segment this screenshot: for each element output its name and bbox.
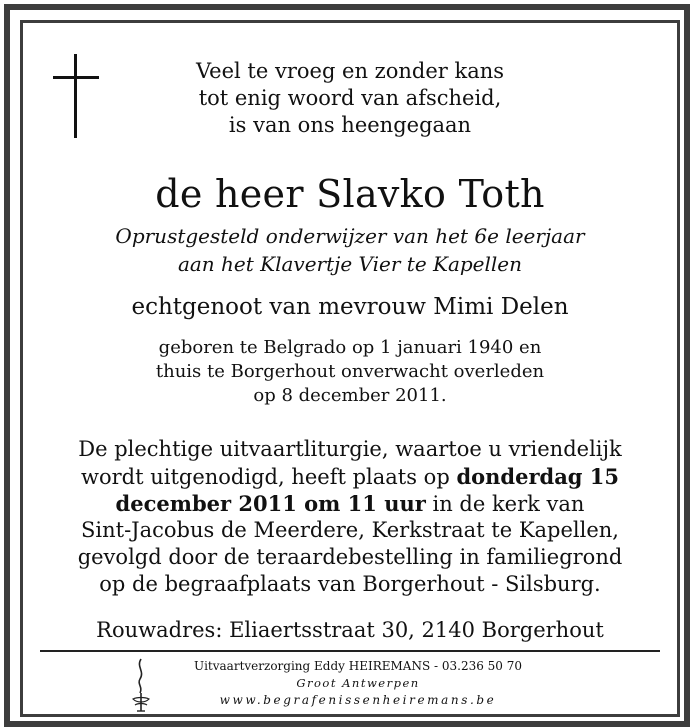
role-line-1: Oprustgesteld onderwijzer van het 6e leerjaar — [115, 224, 585, 248]
dates-line-3: op 8 december 2011. — [253, 385, 447, 406]
service-line-4: Sint-Jacobus de Meerdere, Kerkstraat te Kapellen, — [81, 518, 619, 542]
service-date-bold-2: december 2011 om 11 uur — [115, 491, 426, 516]
service-line-5: gevolgd door de teraardebestelling in familiegrond — [77, 545, 623, 569]
service-line-2-text: wordt uitgenodigd, heeft plaats op — [80, 465, 457, 489]
service-line-3 — [23, 490, 677, 518]
intro-line-1: Veel te vroeg en zonder kans — [195, 59, 505, 83]
service-date-bold-1: donderdag 15 — [456, 464, 620, 489]
undertaker-footer — [23, 655, 677, 713]
notice-outer-frame — [4, 4, 690, 727]
service-line-2 — [23, 463, 677, 491]
intro-line-2: tot enig woord van afscheid, — [198, 86, 502, 110]
spouse-line: echtgenoot van mevrouw Mimi Delen — [131, 294, 569, 320]
role-line-2: aan het Klavertje Vier te Kapellen — [177, 252, 523, 276]
dates-line-2: thuis te Borgerhout onverwacht overleden — [155, 361, 545, 382]
undertaker-name: Uitvaartverzorging Eddy HEIREMANS - 03.236 50 70 — [193, 659, 523, 673]
deceased-name: de heer Slavko Toth — [155, 172, 545, 216]
footer-divider — [40, 650, 660, 652]
undertaker-region: Groot Antwerpen — [296, 676, 420, 690]
mourning-address: Rouwadres: Eliaertsstraat 30, 2140 Borgerhout — [96, 618, 604, 642]
service-line-6: op de begraafplaats van Borgerhout - Silsburg. — [99, 572, 601, 596]
intro-line-3: is van ons heengegaan — [228, 113, 472, 137]
undertaker-website: www.begrafenissenheiremans.be — [219, 693, 497, 707]
notice-inner-frame — [20, 20, 680, 717]
service-line-3-text: in de kerk van — [425, 492, 585, 516]
funeral-logo-icon — [127, 657, 155, 715]
service-line-1: De plechtige uitvaartliturgie, waartoe u vriendelijk — [78, 437, 622, 461]
dates-line-1: geboren te Belgrado op 1 januari 1940 en — [158, 337, 542, 358]
